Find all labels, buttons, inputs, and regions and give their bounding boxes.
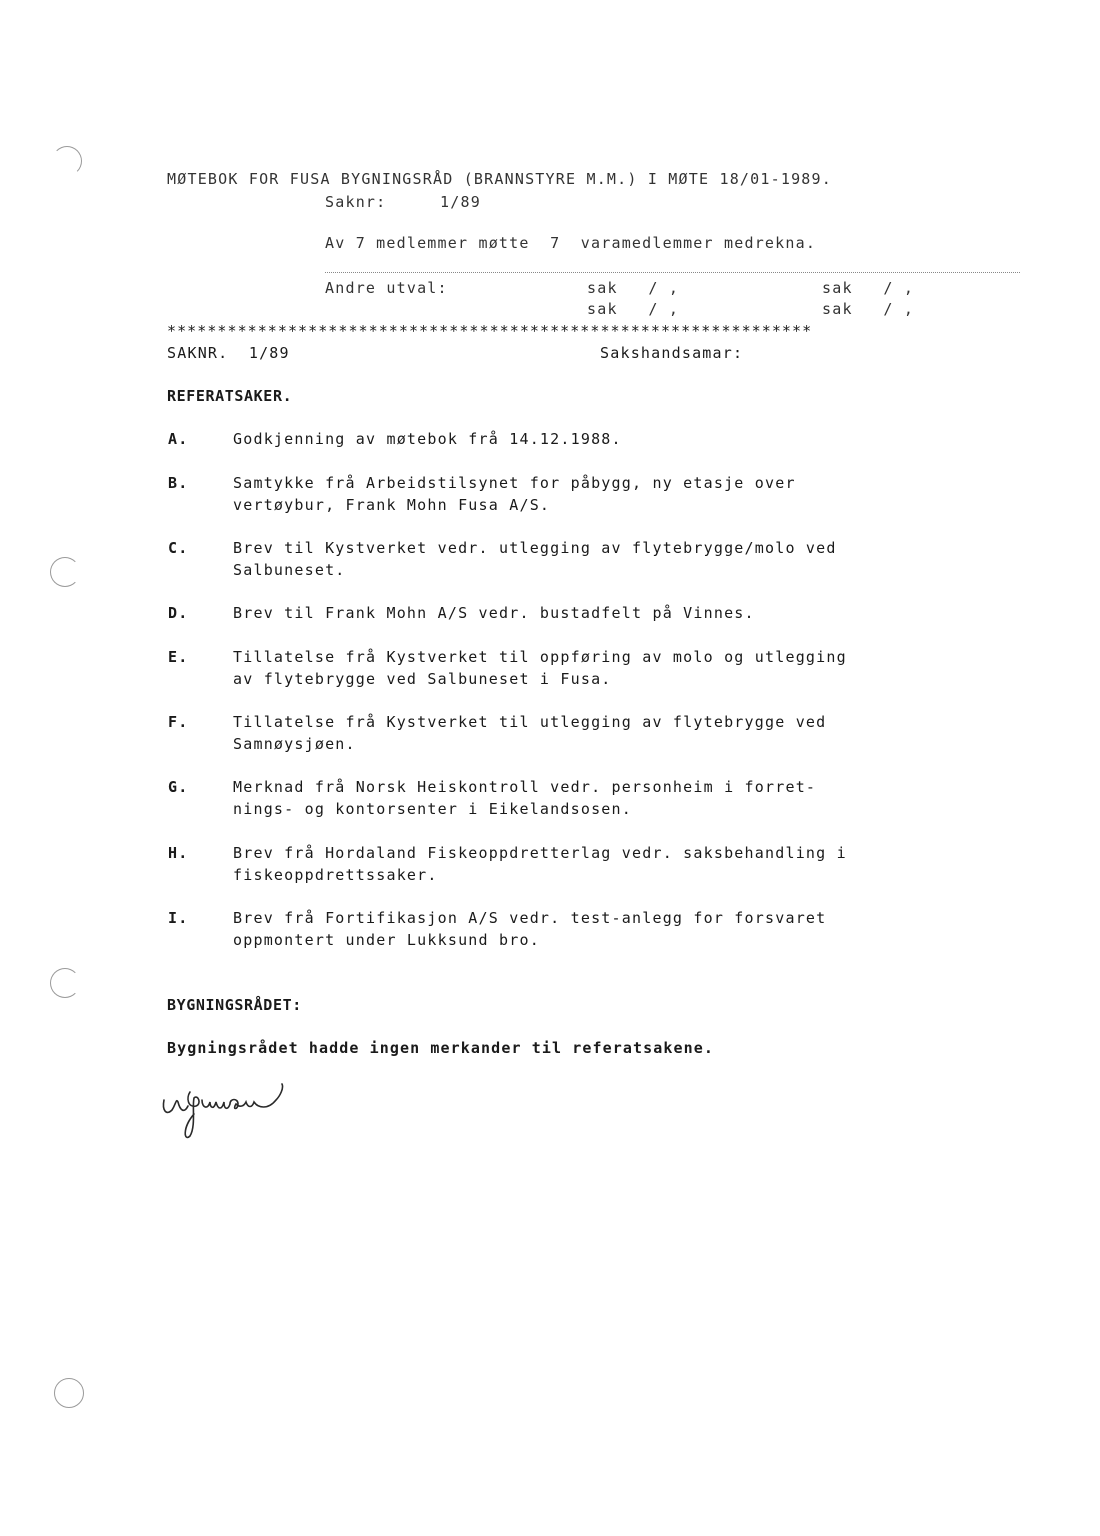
sak-cell: sak / , <box>822 300 915 318</box>
punch-hole-mark <box>52 146 82 176</box>
asterisk-separator: **************************************************************** <box>167 322 813 340</box>
punch-hole-mark <box>50 557 80 587</box>
item-text: Merknad frå Norsk Heiskontroll vedr. personheim i forret- nings- og kontorsenter i Eikelandsosen. <box>233 778 817 818</box>
saknr-value: 1/89 <box>440 193 481 211</box>
document-title: MØTEBOK FOR FUSA BYGNINGSRÅD (BRANNSTYRE M.M.) I MØTE 18/01-1989. <box>167 170 832 188</box>
sak-cell: sak / , <box>822 279 915 297</box>
item-text: Samtykke frå Arbeidstilsynet for påbygg, ny etasje over vertøybur, Frank Mohn Fusa A/S. <box>233 474 796 514</box>
item-text: Brev frå Hordaland Fiskeoppdretterlag vedr. saksbehandling i fiskeoppdrettssaker. <box>233 844 847 884</box>
attendance-line: Av 7 medlemmer møtte 7 varamedlemmer medrekna. <box>325 234 817 252</box>
item-letter: I. <box>168 909 189 927</box>
item-letter: D. <box>168 604 189 622</box>
decision-text: Bygningsrådet hadde ingen merkander til referatsakene. <box>167 1039 715 1057</box>
item-text: Brev frå Fortifikasjon A/S vedr. test-anlegg for forsvaret oppmontert under Lukksund bro. <box>233 909 827 949</box>
saknr-label: Saknr: <box>325 193 387 211</box>
item-letter: A. <box>168 430 189 448</box>
handwritten-signature <box>158 1080 288 1142</box>
item-letter: G. <box>168 778 189 796</box>
item-text: Brev til Frank Mohn A/S vedr. bustadfelt på Vinnes. <box>233 604 755 622</box>
sak-cell: sak / , <box>587 300 680 318</box>
punch-hole-mark <box>54 1378 84 1408</box>
decision-title: BYGNINGSRÅDET: <box>167 996 302 1014</box>
item-letter: E. <box>168 648 189 666</box>
item-text: Brev til Kystverket vedr. utlegging av flytebrygge/molo ved Salbuneset. <box>233 539 837 579</box>
item-letter: C. <box>168 539 189 557</box>
section-title: REFERATSAKER. <box>167 387 293 405</box>
andre-utval-label: Andre utval: <box>325 279 448 297</box>
item-letter: F. <box>168 713 189 731</box>
case-number: SAKNR. 1/89 <box>167 344 290 362</box>
dotted-divider <box>325 272 1020 273</box>
item-letter: H. <box>168 844 189 862</box>
punch-hole-mark <box>50 968 80 998</box>
sak-cell: sak / , <box>587 279 680 297</box>
item-text: Tillatelse frå Kystverket til oppføring av molo og utlegging av flytebrygge ved Salbuneset i Fusa. <box>233 648 847 688</box>
item-text: Godkjenning av møtebok frå 14.12.1988. <box>233 430 622 448</box>
sakshandsamar-label: Sakshandsamar: <box>600 344 744 362</box>
item-text: Tillatelse frå Kystverket til utlegging av flytebrygge ved Samnøysjøen. <box>233 713 827 753</box>
item-letter: B. <box>168 474 189 492</box>
